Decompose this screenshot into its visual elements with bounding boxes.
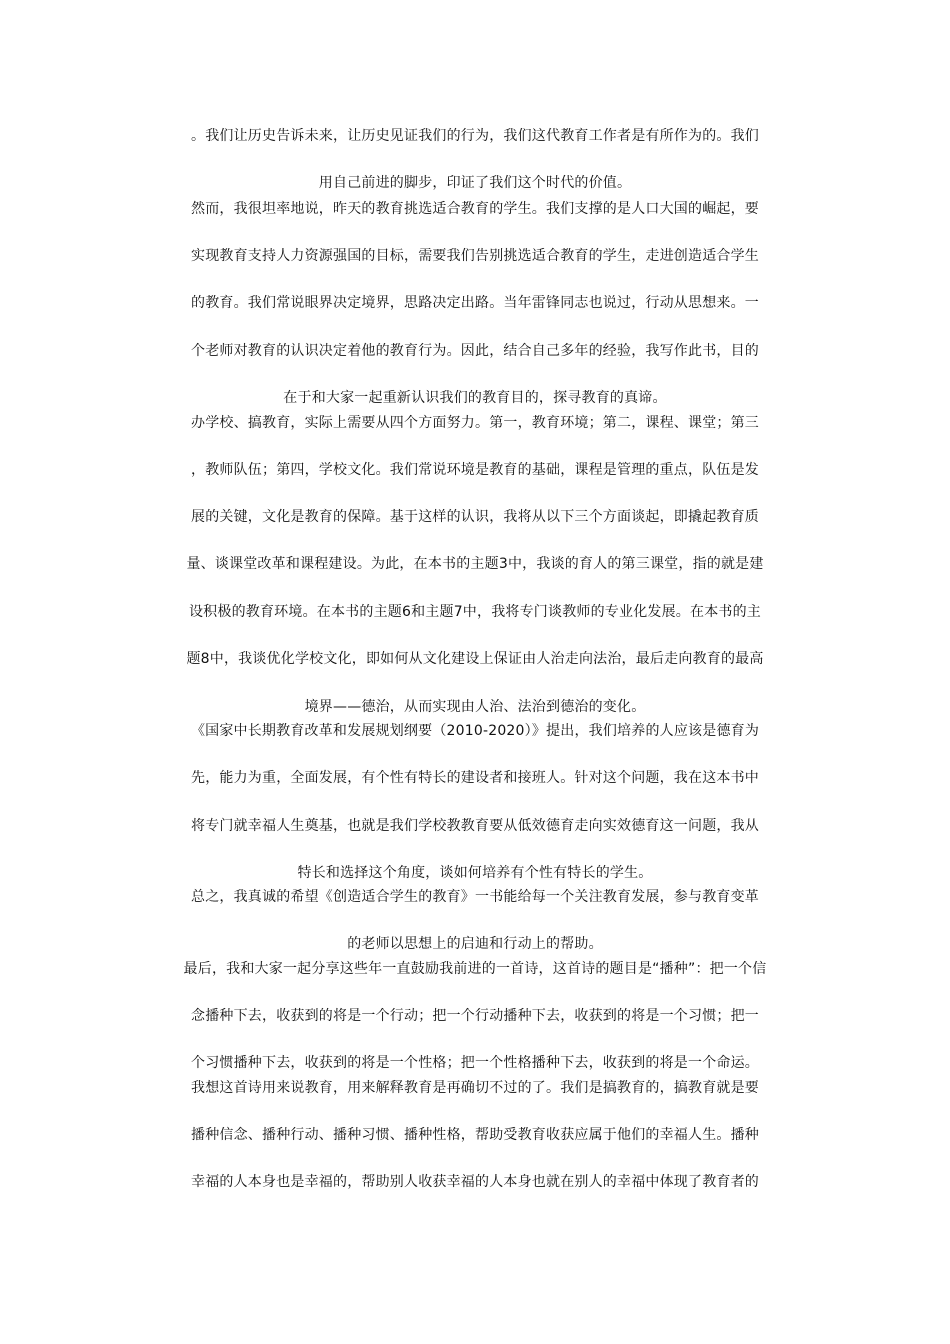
text-line: 实现教育支持人力资源强国的目标，需要我们告别挑选适合教育的学生，走进创造适合学生	[191, 248, 759, 264]
text-line: 的老师以思想上的启迪和行动上的帮助。	[347, 936, 603, 952]
text-line: 个习惯播种下去，收获到的将是一个性格；把一个性格播种下去，收获到的将是一个命运。	[191, 1055, 759, 1071]
text-line: 《国家中长期教育改革和发展规划纲要（2010-2020）》提出，我们培养的人应该是德育为	[190, 723, 760, 739]
text-line: 播种信念、播种行动、播种习惯、播种性格，帮助受教育收获应属于他们的幸福人生。播种	[191, 1127, 759, 1143]
text-line: 用自己前进的脚步，印证了我们这个时代的价值。	[318, 175, 632, 191]
text-line: 在于和大家一起重新认识我们的教育目的，探寻教育的真谛。	[283, 390, 667, 406]
text-line: 。我们让历史告诉未来，让历史见证我们的行为，我们这代教育工作者是有所作为的。我们	[191, 128, 759, 144]
text-line: 个老师对教育的认识决定着他的教育行为。因此，结合自己多年的经验，我写作此书，目的	[191, 343, 759, 359]
text-line: 总之，我真诚的希望《创造适合学生的教育》一书能给每一个关注教育发展，参与教育变革	[191, 889, 759, 905]
text-line: 境界——德治，从而实现由人治、法治到德治的变化。	[304, 699, 646, 715]
text-line: 然而，我很坦率地说，昨天的教育挑选适合教育的学生。我们支撑的是人口大国的崛起，要	[191, 201, 759, 217]
text-line: 题8中，我谈优化学校文化，即如何从文化建设上保证由人治走向法治，最后走向教育的最高	[186, 651, 764, 667]
text-line: 幸福的人本身也是幸福的，帮助别人收获幸福的人本身也就在别人的幸福中体现了教育者的	[191, 1174, 759, 1190]
text-line: 先，能力为重，全面发展，有个性有特长的建设者和接班人。针对这个问题，我在这本书中	[191, 770, 759, 786]
text-line: 念播种下去，收获到的将是一个行动；把一个行动播种下去，收获到的将是一个习惯；把一	[191, 1008, 759, 1024]
text-line: 设积极的教育环境。在本书的主题6和主题7中，我将专门谈教师的专业化发展。在本书的主	[188, 604, 761, 620]
text-line: 展的关键，文化是教育的保障。基于这样的认识，我将从以下三个方面谈起，即撬起教育质	[191, 509, 759, 525]
text-line: 量、谈课堂改革和课程建设。为此，在本书的主题3中，我谈的育人的第三课堂，指的就是建	[186, 556, 764, 572]
text-line: 我想这首诗用来说教育，用来解释教育是再确切不过的了。我们是搞教育的，搞教育就是要	[191, 1080, 759, 1096]
text-line: ，教师队伍；第四，学校文化。我们常说环境是教育的基础，课程是管理的重点，队伍是发	[191, 462, 759, 478]
text-line: 将专门就幸福人生奠基，也就是我们学校教教育要从低效德育走向实效德育这一问题，我从	[191, 818, 759, 834]
text-line: 最后，我和大家一起分享这些年一直鼓励我前进的一首诗，这首诗的题目是“播种”：把一个信	[183, 961, 767, 977]
text-line: 特长和选择这个角度，谈如何培养有个性有特长的学生。	[297, 865, 653, 881]
text-line: 的教育。我们常说眼界决定境界，思路决定出路。当年雷锋同志也说过，行动从思想来。一	[191, 295, 759, 311]
text-line: 办学校、搞教育，实际上需要从四个方面努力。第一，教育环境；第二，课程、课堂；第三	[191, 415, 759, 431]
